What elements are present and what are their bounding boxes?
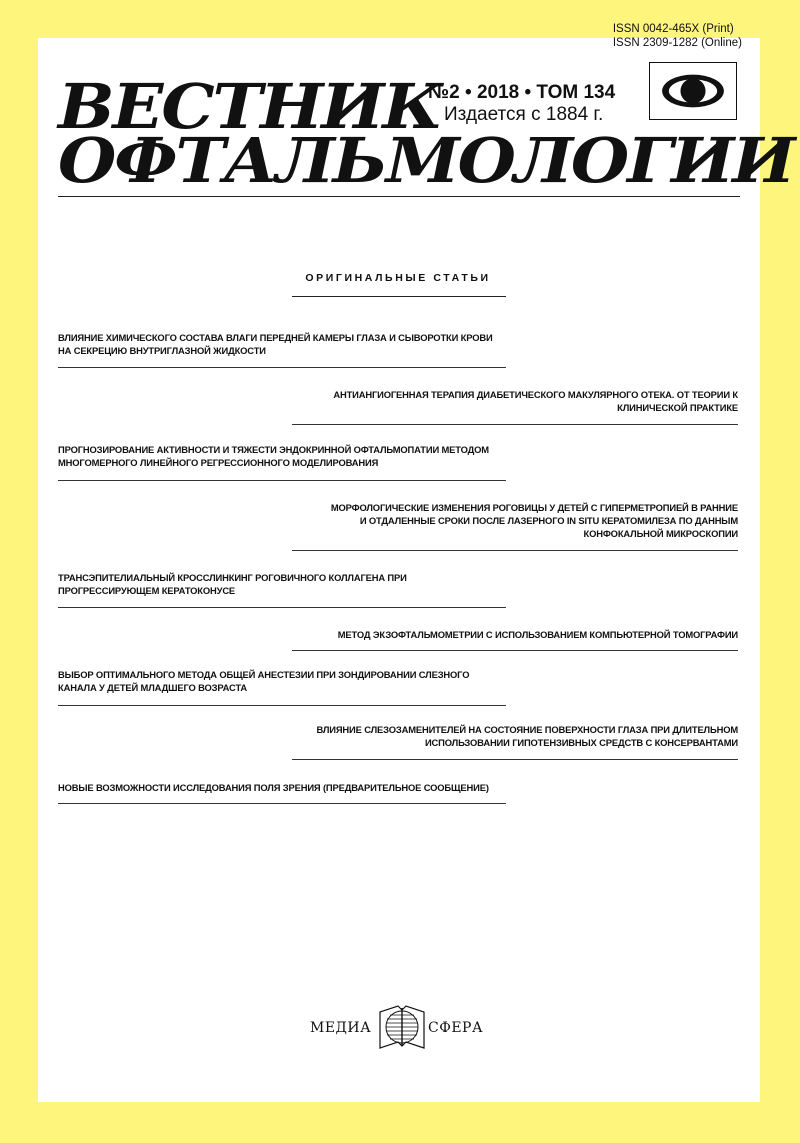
publisher-word-left: МЕДИА: [310, 1020, 372, 1036]
article-7-line2: КАНАЛА У ДЕТЕЙ МЛАДШЕГО ВОЗРАСТА: [58, 682, 248, 693]
journal-title-line2: ОФТАЛЬМОЛОГИИ: [58, 124, 794, 197]
article-2[interactable]: [292, 388, 738, 414]
issn-online: ISSN 2309-1282 (Online): [612, 37, 742, 49]
article-7-divider: [58, 705, 506, 706]
article-7-line1: ВЫБОР ОПТИМАЛЬНОГО МЕТОДА ОБЩЕЙ АНЕСТЕЗИИ ПРИ ЗОНДИРОВАНИИ СЛЕЗНОГО: [58, 669, 470, 680]
article-8[interactable]: [292, 723, 738, 749]
journal-title-line1: ВЕСТНИК: [58, 70, 442, 143]
article-2-divider: [292, 424, 738, 425]
article-6-divider: [292, 650, 738, 651]
article-8-divider: [292, 759, 738, 760]
article-5-divider: [58, 607, 506, 608]
article-9-line1: НОВЫЕ ВОЗМОЖНОСТИ ИССЛЕДОВАНИЯ ПОЛЯ ЗРЕНИЯ (ПРЕДВАРИТЕЛЬНОЕ СООБЩЕНИЕ): [58, 782, 489, 793]
masthead: [58, 70, 794, 200]
article-6-line1: МЕТОД ЭКЗОФТАЛЬМОМЕТРИИ С ИСПОЛЬЗОВАНИЕМ КОМПЬЮТЕРНОЙ ТОМОГРАФИИ: [337, 629, 738, 640]
article-1-line1: ВЛИЯНИЕ ХИМИЧЕСКОГО СОСТАВА ВЛАГИ ПЕРЕДНЕЙ КАМЕРЫ ГЛАЗА И СЫВОРОТКИ КРОВИ: [58, 332, 493, 343]
issn-print: ISSN 0042-465X (Print): [612, 23, 734, 35]
masthead-divider: [58, 196, 740, 197]
article-2-line1: АНТИАНГИОГЕННАЯ ТЕРАПИЯ ДИАБЕТИЧЕСКОГО МАКУЛЯРНОГО ОТЕКА. ОТ ТЕОРИИ К: [333, 389, 738, 400]
issue-info: [428, 82, 648, 126]
eye-icon: [649, 62, 737, 120]
article-2-line2: КЛИНИЧЕСКОЙ ПРАКТИКЕ: [617, 402, 738, 413]
article-3-divider: [58, 480, 506, 481]
globe-book-icon: [376, 1002, 428, 1054]
article-4-line1: МОРФОЛОГИЧЕСКИЕ ИЗМЕНЕНИЯ РОГОВИЦЫ У ДЕТЕЙ С ГИПЕРМЕТРОПИЕЙ В РАННИЕ: [330, 502, 738, 513]
article-6[interactable]: [292, 628, 738, 641]
issn-block: [613, 22, 742, 50]
article-4-line3: КОНФОКАЛЬНОЙ МИКРОСКОПИИ: [583, 528, 738, 539]
article-7[interactable]: [58, 668, 506, 694]
publisher-word-right: СФЕРА: [428, 1020, 484, 1036]
article-5-line2: ПРОГРЕССИРУЮЩЕМ КЕРАТОКОНУСЕ: [58, 585, 236, 596]
article-3[interactable]: [58, 443, 506, 469]
article-3-line2: МНОГОМЕРНОГО ЛИНЕЙНОГО РЕГРЕССИОННОГО МОДЕЛИРОВАНИЯ: [58, 457, 379, 468]
article-4-line2: И ОТДАЛЕННЫЕ СРОКИ ПОСЛЕ ЛАЗЕРНОГО IN SITU КЕРАТОМИЛЕЗА ПО ДАННЫМ: [359, 515, 738, 526]
section-divider: [292, 296, 506, 297]
article-4[interactable]: [292, 501, 738, 540]
section-title: ОРИГИНАЛЬНЫЕ СТАТЬИ: [305, 272, 491, 284]
article-1-divider: [58, 367, 506, 368]
article-5[interactable]: [58, 571, 506, 597]
article-5-line1: ТРАНСЭПИТЕЛИАЛЬНЫЙ КРОССЛИНКИНГ РОГОВИЧНОГО КОЛЛАГЕНА ПРИ: [58, 572, 407, 583]
article-8-line1: ВЛИЯНИЕ СЛЕЗОЗАМЕНИТЕЛЕЙ НА СОСТОЯНИЕ ПОВЕРХНОСТИ ГЛАЗА ПРИ ДЛИТЕЛЬНОМ: [316, 724, 738, 735]
article-8-line2: ИСПОЛЬЗОВАНИИ ГИПОТЕНЗИВНЫХ СРЕДСТВ С КОНСЕРВАНТАМИ: [424, 737, 738, 748]
article-1-line2: НА СЕКРЕЦИЮ ВНУТРИГЛАЗНОЙ ЖИДКОСТИ: [58, 345, 266, 356]
article-4-divider: [292, 550, 738, 551]
publisher-logo: [300, 1000, 500, 1060]
article-9[interactable]: [58, 781, 506, 794]
article-1[interactable]: [58, 331, 506, 357]
issue-number: №2 • 2018 • ТОМ 134: [428, 82, 616, 103]
founded-note: Издается с 1884 г.: [444, 104, 604, 125]
article-9-divider: [58, 803, 506, 804]
article-3-line1: ПРОГНОЗИРОВАНИЕ АКТИВНОСТИ И ТЯЖЕСТИ ЭНДОКРИННОЙ ОФТАЛЬМОПАТИИ МЕТОДОМ: [58, 444, 489, 455]
